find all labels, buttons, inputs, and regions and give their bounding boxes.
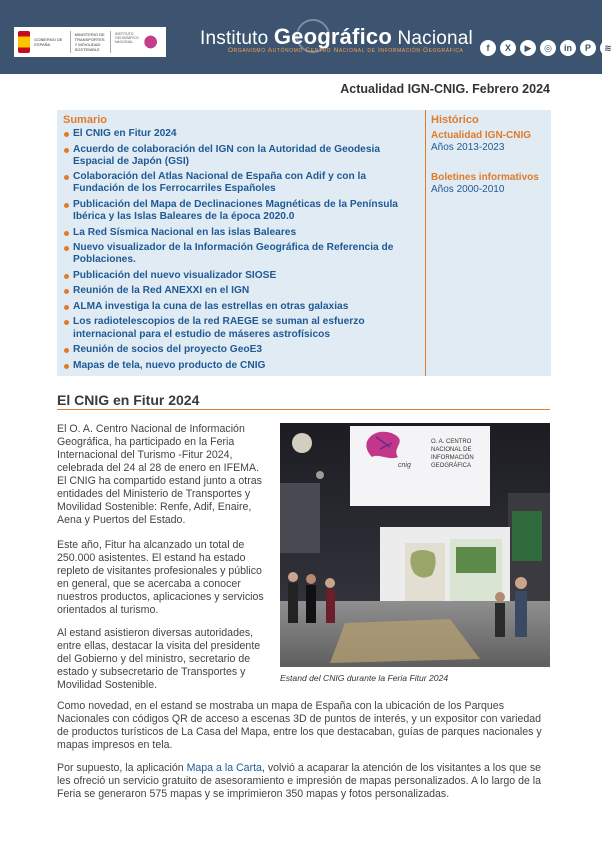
instagram-icon[interactable]: ◎ (540, 40, 556, 56)
summary-list (63, 128, 419, 372)
mapa-a-la-carta-link[interactable]: Mapa a la Carta (186, 762, 262, 774)
ign-title-part: Geográfico (273, 24, 392, 49)
photo-caption: Estand del CNIG durante la Feria Fitur 2024 (280, 673, 449, 683)
paragraph-text: , volvió a acaparar la atención de los visitantes a los que se les ofreció un servicio gratuito de asesoramiento e impresión de mapas personalizados. A lo largo de la Feria se generaron 575 mapas y se imprimieron 350 mapas y fotos personalizadas. (57, 762, 542, 800)
historico-column (427, 110, 551, 200)
paragraph-text: Por supuesto, la aplicación (57, 762, 187, 774)
historico-years-actualidad[interactable]: Años 2013-2023 (431, 142, 505, 153)
linkedin-icon[interactable]: in (560, 40, 576, 56)
summary-heading: Sumario (63, 114, 108, 126)
government-logo[interactable] (14, 27, 166, 57)
ign-map-icon (143, 34, 162, 50)
stand-sign-text: O. A. CENTRO NACIONAL DE INFORMACIÓN GEOGRÁFICA (431, 439, 474, 469)
summary-link[interactable]: Reunión de socios del proyecto GeoE3 (63, 344, 419, 356)
article-paragraph: Este año, Fitur ha alcanzado un total de 250.000 asistentes. El estand ha estado repleto de visitantes profesionales y público en general, que se acercaba a conocer nuestros productos, aplicaciones y servicios orientados al turismo. (57, 539, 264, 616)
historico-link-actualidad[interactable]: Actualidad IGN-CNIG (431, 130, 532, 141)
article-paragraph-app (57, 762, 551, 801)
youtube-icon[interactable]: ▶ (520, 40, 536, 56)
summary-link[interactable]: Nuevo visualizador de la Información Geográfica de Referencia de Poblaciones. (63, 242, 419, 266)
summary-link[interactable]: El CNIG en Fitur 2024 (63, 128, 419, 140)
article-paragraph: Como novedad, en el estand se mostraba un mapa de España con la ubicación de los Parques Nacionales con códigos QR de acceso a escenas 3D de puntos de interés, y un expositor con variedad de productos turísticos de La Casa del Mapa, entre los que destacaban, guías de parques nacionales y mapas impresos en tela. (57, 700, 542, 751)
summary-link[interactable]: Publicación del nuevo visualizador SIOSE (63, 270, 419, 282)
gov-text: GOBIERNO DE ESPAÑA (34, 37, 63, 47)
rss-icon[interactable]: ≋ (600, 40, 616, 56)
ministry-text: MINISTERIO DE TRANSPORTES Y MOVILIDAD SOSTENIBLE (74, 32, 105, 52)
x-twitter-icon[interactable]: X (500, 40, 516, 56)
summary-link[interactable]: Mapas de tela, nuevo producto de CNIG (63, 360, 419, 372)
summary-column (57, 110, 426, 376)
logo-divider (70, 31, 71, 53)
header-banner (0, 0, 612, 74)
ign-mini-text: INSTITUTO GEOGRÁFICO NACIONAL (115, 32, 139, 44)
summary-link[interactable]: Colaboración del Atlas Nacional de España con Adif y con la Fundación de los Ferrocarriles Españoles (63, 171, 419, 195)
summary-link[interactable]: ALMA investiga la cuna de las estrellas en otras galaxias (63, 301, 419, 313)
historico-heading: Histórico (431, 114, 479, 126)
logo-divider (110, 31, 111, 53)
ign-title-part: Instituto (200, 28, 274, 49)
summary-link[interactable]: Publicación del Mapa de Declinaciones Magnéticas de la Península Ibérica y las Islas Baleares de la época 2020.0 (63, 199, 419, 223)
stand-photo-illustration (280, 423, 550, 667)
summary-link[interactable]: La Red Sísmica Nacional en las islas Baleares (63, 227, 419, 239)
article-paragraph: El O. A. Centro Nacional de Información Geográfica, ha participado en la Feria Internacional del Turismo -Fitur 2024, celebrada del 24 al 28 de enero en IFEMA. El CNIG ha compartido estand junto a otras entidades del Ministerio de Transportes y Movilidad Sostenible: Renfe, Adif, Enaire, Aena y Puertos del Estado. (57, 423, 262, 526)
summary-box (57, 110, 551, 376)
summary-link[interactable]: Los radiotelescopios de la red RAEGE se suman al esfuerzo internacional para el estudio de máseres astrofísicos (63, 316, 419, 340)
spain-crest-icon (18, 31, 30, 53)
historico-link-boletines[interactable]: Boletines informativos (431, 172, 539, 183)
pinterest-icon[interactable]: P (580, 40, 596, 56)
article-paragraph: Al estand asistieron diversas autoridades, entre ellas, destacar la visita del presidente del Gobierno y del ministro, secretario de estado y subsecretario de Transportes y Movilidad Sostenible. (57, 627, 261, 691)
ign-title-part: Nacional (391, 28, 473, 49)
facebook-icon[interactable]: f (480, 40, 496, 56)
fitur-stand-photo (280, 423, 550, 667)
ign-subtitle: Organismo Autónomo Centro Nacional de Información Geográfica (228, 47, 464, 54)
social-links (480, 40, 616, 56)
stand-brand-text: cnig (398, 462, 411, 469)
issue-title: Actualidad IGN-CNIG. Febrero 2024 (340, 82, 550, 96)
historico-years-boletines[interactable]: Años 2000-2010 (431, 184, 505, 195)
summary-link[interactable]: Reunión de la Red ANEXXI en el IGN (63, 285, 419, 297)
article-title: El CNIG en Fitur 2024 (57, 392, 200, 408)
summary-link[interactable]: Acuerdo de colaboración del IGN con la Autoridad de Geodesia Espacial de Japón (GSI) (63, 144, 419, 168)
section-divider (57, 409, 550, 410)
